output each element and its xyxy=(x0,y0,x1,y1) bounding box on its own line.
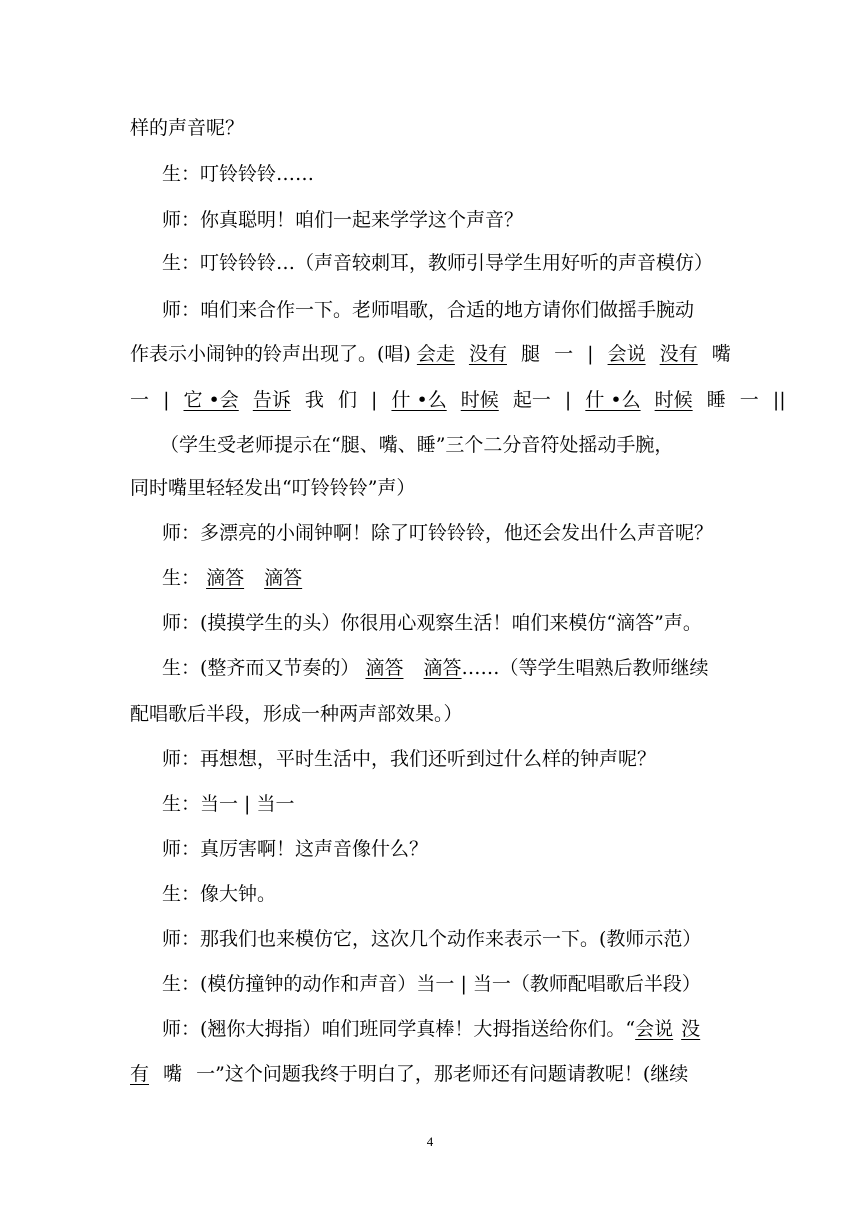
song-word: 嘴 xyxy=(163,1063,183,1085)
song-word: 时候 xyxy=(460,389,499,411)
page-number: 4 xyxy=(426,1134,434,1149)
paragraph-line xyxy=(162,792,294,816)
paragraph-line xyxy=(162,837,428,861)
paragraph-line xyxy=(162,251,713,275)
song-word: 起一 xyxy=(512,389,551,411)
paragraph-line xyxy=(162,611,702,635)
paragraph-line xyxy=(162,927,701,951)
line-text: 师：那我们也来模仿它，这次几个动作来表示一下。(教师示范） xyxy=(162,928,702,950)
song-word: 没有 xyxy=(659,343,698,365)
song-word: 睡 xyxy=(706,389,726,411)
paragraph-line xyxy=(162,656,709,680)
line-text: 配唱歌后半段，形成一种两声部效果。） xyxy=(130,703,463,725)
song-dash: 一 xyxy=(130,389,150,411)
paragraph-line xyxy=(160,433,673,457)
song-word: 时候 xyxy=(654,389,693,411)
line-text: 师：(摸摸学生的头）你很用心观察生活！咱们来模仿“滴答”声。 xyxy=(162,612,702,634)
line-text: 生：叮铃铃铃…… xyxy=(162,163,315,185)
line-text: 作表示小闹钟的铃声出现了。(唱) xyxy=(130,343,411,365)
paragraph-line xyxy=(162,1017,700,1041)
tick-word: 滴答 xyxy=(206,567,245,589)
bar-line: | xyxy=(587,343,594,365)
song-dash: 一 xyxy=(196,1063,216,1085)
paragraph-line xyxy=(130,702,463,726)
song-word: 会说 xyxy=(607,343,646,365)
line-text: 生：叮铃铃铃…（声音较刺耳，教师引导学生用好听的声音模仿） xyxy=(162,252,714,274)
line-text: 师：(翘你大拇指）咱们班同学真棒！大拇指送给你们。“ xyxy=(162,1018,636,1040)
song-word: 会走 xyxy=(416,343,455,365)
bar-line: | xyxy=(371,389,378,411)
line-text: （学生受老师提示在“腿、嘴、睡”三个二分音符处摇动手腕， xyxy=(160,434,674,456)
tick-word: 滴答 xyxy=(423,657,462,679)
line-text: 同时嘴里轻轻发出“叮铃铃铃”声） xyxy=(130,477,416,499)
paragraph-line xyxy=(162,882,276,906)
song-dash: 一 xyxy=(739,389,759,411)
paragraph-line xyxy=(162,208,523,232)
paragraph-line xyxy=(162,747,656,771)
song-word: 没 xyxy=(681,1018,701,1040)
song-word: 什 •么 xyxy=(585,389,641,411)
bar-line: | xyxy=(163,389,170,411)
song-word: 没有 xyxy=(468,343,507,365)
song-word: 腿 xyxy=(521,343,541,365)
line-text: 师：咱们来合作一下。老师唱歌，合适的地方请你们做摇手腕动 xyxy=(162,299,695,321)
paragraph-line xyxy=(130,388,786,412)
line-text: ”这个问题我终于明白了，那老师还有问题请教呢！(继续 xyxy=(215,1063,689,1085)
song-word: 会说 xyxy=(635,1018,674,1040)
line-text: 生：(模仿撞钟的动作和声音）当一 | 当一（教师配唱歌后半段） xyxy=(162,973,701,995)
paragraph-line xyxy=(130,116,244,140)
song-word: 有 xyxy=(130,1063,150,1085)
tick-word: 滴答 xyxy=(365,657,404,679)
paragraph-line xyxy=(130,476,415,500)
paragraph-line xyxy=(130,342,731,366)
line-text: 师：真厉害啊！这声音像什么？ xyxy=(162,838,429,860)
paragraph-line xyxy=(162,566,302,590)
paragraph-line xyxy=(130,1062,688,1086)
line-text: 师：再想想，平时生活中，我们还听到过什么样的钟声呢？ xyxy=(162,748,657,770)
line-text: 师：多漂亮的小闹钟啊！除了叮铃铃铃，他还会发出什么声音呢？ xyxy=(162,522,714,544)
song-word: 告诉 xyxy=(252,389,291,411)
song-word: 我 xyxy=(304,389,324,411)
line-text: 生：像大钟。 xyxy=(162,883,277,905)
paragraph-line xyxy=(162,298,694,322)
line-text: 生：(整齐而又节奏的） xyxy=(162,657,360,679)
song-dash: 一 xyxy=(554,343,574,365)
bar-line: | xyxy=(564,389,572,411)
line-text: 生： xyxy=(162,567,201,589)
song-word: 什 •么 xyxy=(391,389,447,411)
line-text: 生：当一 | 当一 xyxy=(162,793,295,815)
song-word: 它 •会 xyxy=(183,389,239,411)
line-text: 师：你真聪明！咱们一起来学学这个声音？ xyxy=(162,209,524,231)
song-word: 嘴 xyxy=(711,343,731,365)
paragraph-line xyxy=(162,972,701,996)
paragraph-line xyxy=(162,162,314,186)
tick-word: 滴答 xyxy=(264,567,303,589)
line-text: ……（等学生唱熟后教师继续 xyxy=(461,657,709,679)
song-word: 们 xyxy=(337,389,357,411)
line-text: 样的声音呢？ xyxy=(130,117,245,139)
end-bar-line: || xyxy=(772,389,786,411)
paragraph-line xyxy=(162,521,713,545)
